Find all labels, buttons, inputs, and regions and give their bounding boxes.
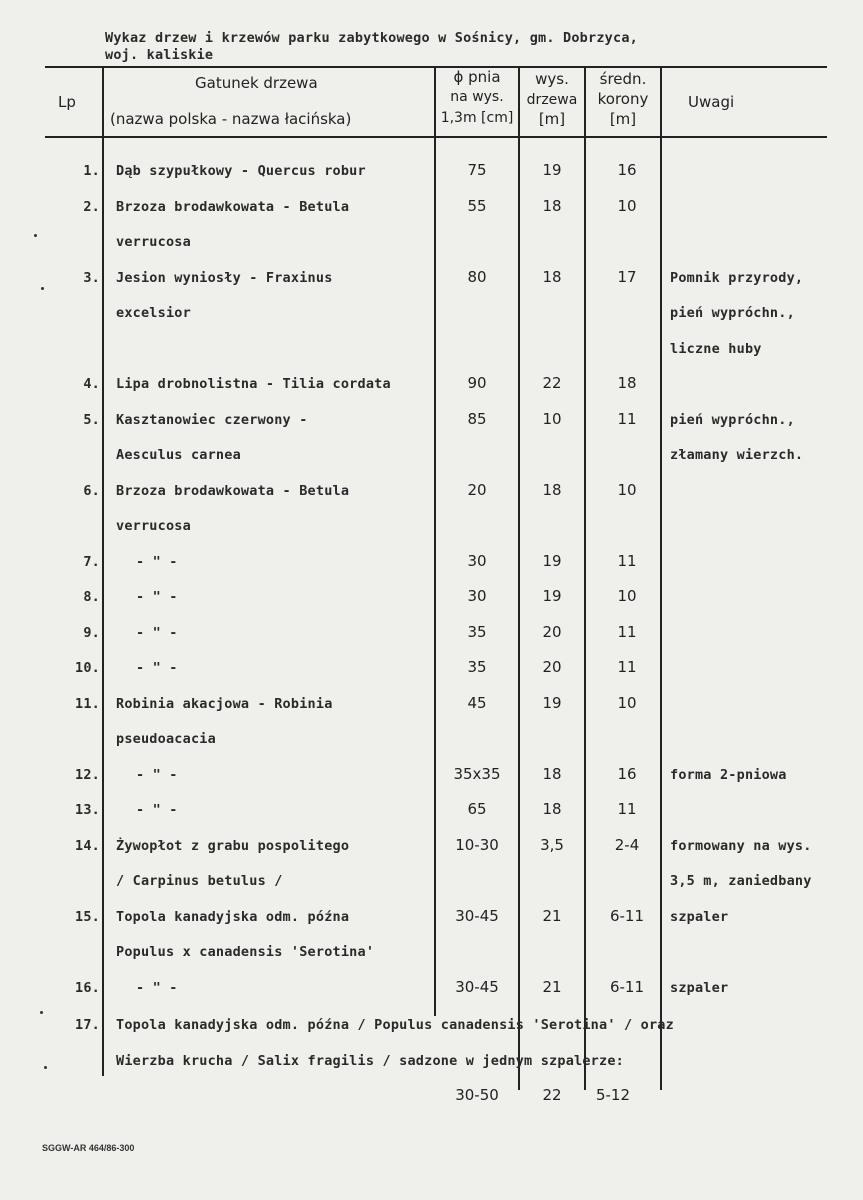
header-lp: Lp (58, 93, 76, 111)
row-lp: 12. (75, 766, 100, 783)
row-height: 20 (542, 622, 562, 641)
row-species-name: / Carpinus betulus / (116, 873, 283, 889)
row-notes: forma 2-pniowa (670, 766, 787, 783)
row-height: 10 (542, 409, 562, 428)
row-lp: 11. (75, 695, 100, 712)
row-species-name: - " - (136, 979, 178, 996)
row-diameter: 30-45 (455, 906, 499, 925)
row-lp: 15. (75, 908, 100, 925)
row-species-name: Jesion wyniosły - Fraxinus (116, 269, 333, 286)
row-species-name: Dąb szypułkowy - Quercus robur (116, 163, 366, 179)
footer-print-code: SGGW-AR 464/86-300 (42, 1143, 135, 1153)
header-diameter-line2: na wys. (450, 89, 504, 105)
paper-speck (44, 1066, 47, 1069)
row-lp: 4. (83, 376, 100, 392)
row-lp: 14. (75, 837, 100, 854)
row-height: 19 (542, 587, 562, 605)
row-species-name: - " - (136, 624, 178, 641)
row-diameter: 85 (467, 409, 487, 428)
row-height: 21 (542, 906, 562, 925)
column-divider-diameter (518, 66, 520, 1090)
document-title-line2: woj. kaliskie (105, 47, 214, 63)
row-diameter: 45 (467, 693, 487, 712)
row-notes: szpaler (670, 979, 729, 996)
row-diameter: 30 (467, 587, 487, 605)
row-notes: złamany wierzch. (670, 447, 804, 463)
row-diameter: 10-30 (455, 835, 499, 854)
row-17-line1: Topola kanadyjska odm. późna / Populus canadensis 'Serotina' / oraz (116, 1017, 674, 1033)
row-crown: 10 (617, 196, 637, 215)
row-diameter: 35 (467, 658, 487, 676)
row-species-name: verrucosa (116, 518, 191, 534)
row-species-name: verrucosa (116, 234, 191, 250)
row-diameter: 75 (467, 161, 487, 179)
row-species-name: Lipa drobnolistna - Tilia cordata (116, 376, 391, 392)
row-species-name: Żywopłot z grabu pospolitego (116, 837, 350, 854)
row-crown: 11 (617, 658, 637, 676)
row-height: 21 (542, 977, 562, 996)
row-crown: 16 (617, 161, 637, 179)
row-height: 18 (542, 800, 562, 818)
row-species-name: Topola kanadyjska odm. późna (116, 908, 350, 925)
paper-speck (40, 1011, 43, 1014)
row-diameter: 30-45 (455, 977, 499, 996)
document-title-line1: Wykaz drzew i krzewów parku zabytkowego w Sośnicy, gm. Dobrzyca, (105, 30, 638, 46)
row-crown: 17 (617, 267, 637, 286)
row-diameter: 65 (467, 800, 487, 818)
header-top-rule (45, 66, 827, 68)
row-species-name: Robinia akacjowa - Robinia (116, 695, 333, 712)
row-17-lp: 17. (75, 1017, 100, 1033)
row-crown: 16 (617, 764, 637, 783)
header-crown-line2: korony (597, 90, 649, 108)
header-species-line1: Gatunek drzewa (195, 74, 318, 92)
row-crown: 2-4 (614, 835, 640, 854)
row-species-name: - " - (136, 553, 178, 570)
header-bottom-rule (45, 136, 827, 138)
header-diameter-line1: ϕ pnia (453, 68, 501, 86)
row-crown: 18 (617, 374, 637, 392)
row-17-diameter: 30-50 (455, 1086, 499, 1104)
row-height: 3,5 (540, 835, 564, 854)
paper-speck (34, 234, 37, 237)
row-species-name: - " - (136, 589, 178, 605)
row-crown: 10 (617, 480, 637, 499)
row-lp: 5. (83, 411, 100, 428)
row-height: 18 (542, 480, 562, 499)
row-diameter: 80 (467, 267, 487, 286)
row-species-name: - " - (136, 802, 178, 818)
row-species-name: excelsior (116, 305, 191, 321)
row-height: 18 (542, 196, 562, 215)
row-crown: 6-11 (609, 906, 645, 925)
column-divider-species (434, 66, 436, 1016)
row-diameter: 35x35 (453, 764, 501, 783)
row-lp: 10. (75, 660, 100, 676)
row-species-name: pseudoacacia (116, 731, 216, 747)
row-crown: 11 (617, 551, 637, 570)
row-notes: 3,5 m, zaniedbany (670, 873, 812, 889)
row-17-line2: Wierzba krucha / Salix fragilis / sadzone w jednym szpalerze: (116, 1053, 624, 1069)
row-crown: 11 (617, 622, 637, 641)
row-lp: 13. (75, 802, 100, 818)
row-crown: 11 (617, 409, 637, 428)
header-diameter-line3: 1,3m [cm] (440, 110, 514, 126)
row-lp: 7. (83, 553, 100, 570)
column-divider-lp (102, 66, 104, 1076)
row-diameter: 35 (467, 622, 487, 641)
header-notes: Uwagi (688, 93, 735, 111)
header-height-line1: wys. (535, 70, 569, 88)
row-lp: 16. (75, 979, 100, 996)
header-species-line2: (nazwa polska - nazwa łacińska) (110, 110, 352, 128)
row-crown: 10 (617, 587, 637, 605)
row-notes: pień wypróchn., (670, 411, 795, 428)
row-lp: 6. (83, 482, 100, 499)
row-crown: 6-11 (609, 977, 645, 996)
row-lp: 1. (83, 163, 100, 179)
row-lp: 9. (83, 624, 100, 641)
row-notes: liczne huby (670, 340, 762, 357)
row-crown: 10 (617, 693, 637, 712)
row-species-name: Kasztanowiec czerwony - (116, 411, 308, 428)
row-notes: szpaler (670, 908, 729, 925)
row-height: 20 (542, 658, 562, 676)
header-height-line2: drzewa (526, 92, 578, 108)
row-diameter: 90 (467, 374, 487, 392)
column-divider-crown (660, 66, 662, 1090)
row-height: 22 (542, 374, 562, 392)
row-species-name: Brzoza brodawkowata - Betula (116, 482, 350, 499)
row-lp: 8. (83, 589, 100, 605)
row-diameter: 55 (467, 196, 487, 215)
row-species-name: - " - (136, 660, 178, 676)
row-height: 19 (542, 693, 562, 712)
row-height: 18 (542, 267, 562, 286)
row-notes: Pomnik przyrody, (670, 269, 804, 286)
row-diameter: 30 (467, 551, 487, 570)
row-species-name: Aesculus carnea (116, 447, 241, 463)
column-divider-height (584, 66, 586, 1090)
row-species-name: Brzoza brodawkowata - Betula (116, 198, 350, 215)
row-lp: 3. (83, 269, 100, 286)
row-height: 18 (542, 764, 562, 783)
header-crown-line1: średn. (599, 70, 647, 88)
row-diameter: 20 (467, 480, 487, 499)
row-crown: 11 (617, 800, 637, 818)
header-crown-line3: [m] (609, 110, 637, 128)
paper-speck (41, 287, 44, 290)
row-notes: formowany na wys. (670, 837, 812, 854)
row-lp: 2. (83, 198, 100, 215)
row-notes: pień wypróchn., (670, 305, 795, 321)
row-17-height: 22 (542, 1086, 562, 1104)
row-species-name: Populus x canadensis 'Serotina' (116, 944, 375, 960)
header-height-line3: [m] (538, 110, 566, 128)
row-species-name: - " - (136, 766, 178, 783)
row-17-crown: 5-12 (595, 1086, 631, 1104)
row-height: 19 (542, 551, 562, 570)
row-height: 19 (542, 161, 562, 179)
